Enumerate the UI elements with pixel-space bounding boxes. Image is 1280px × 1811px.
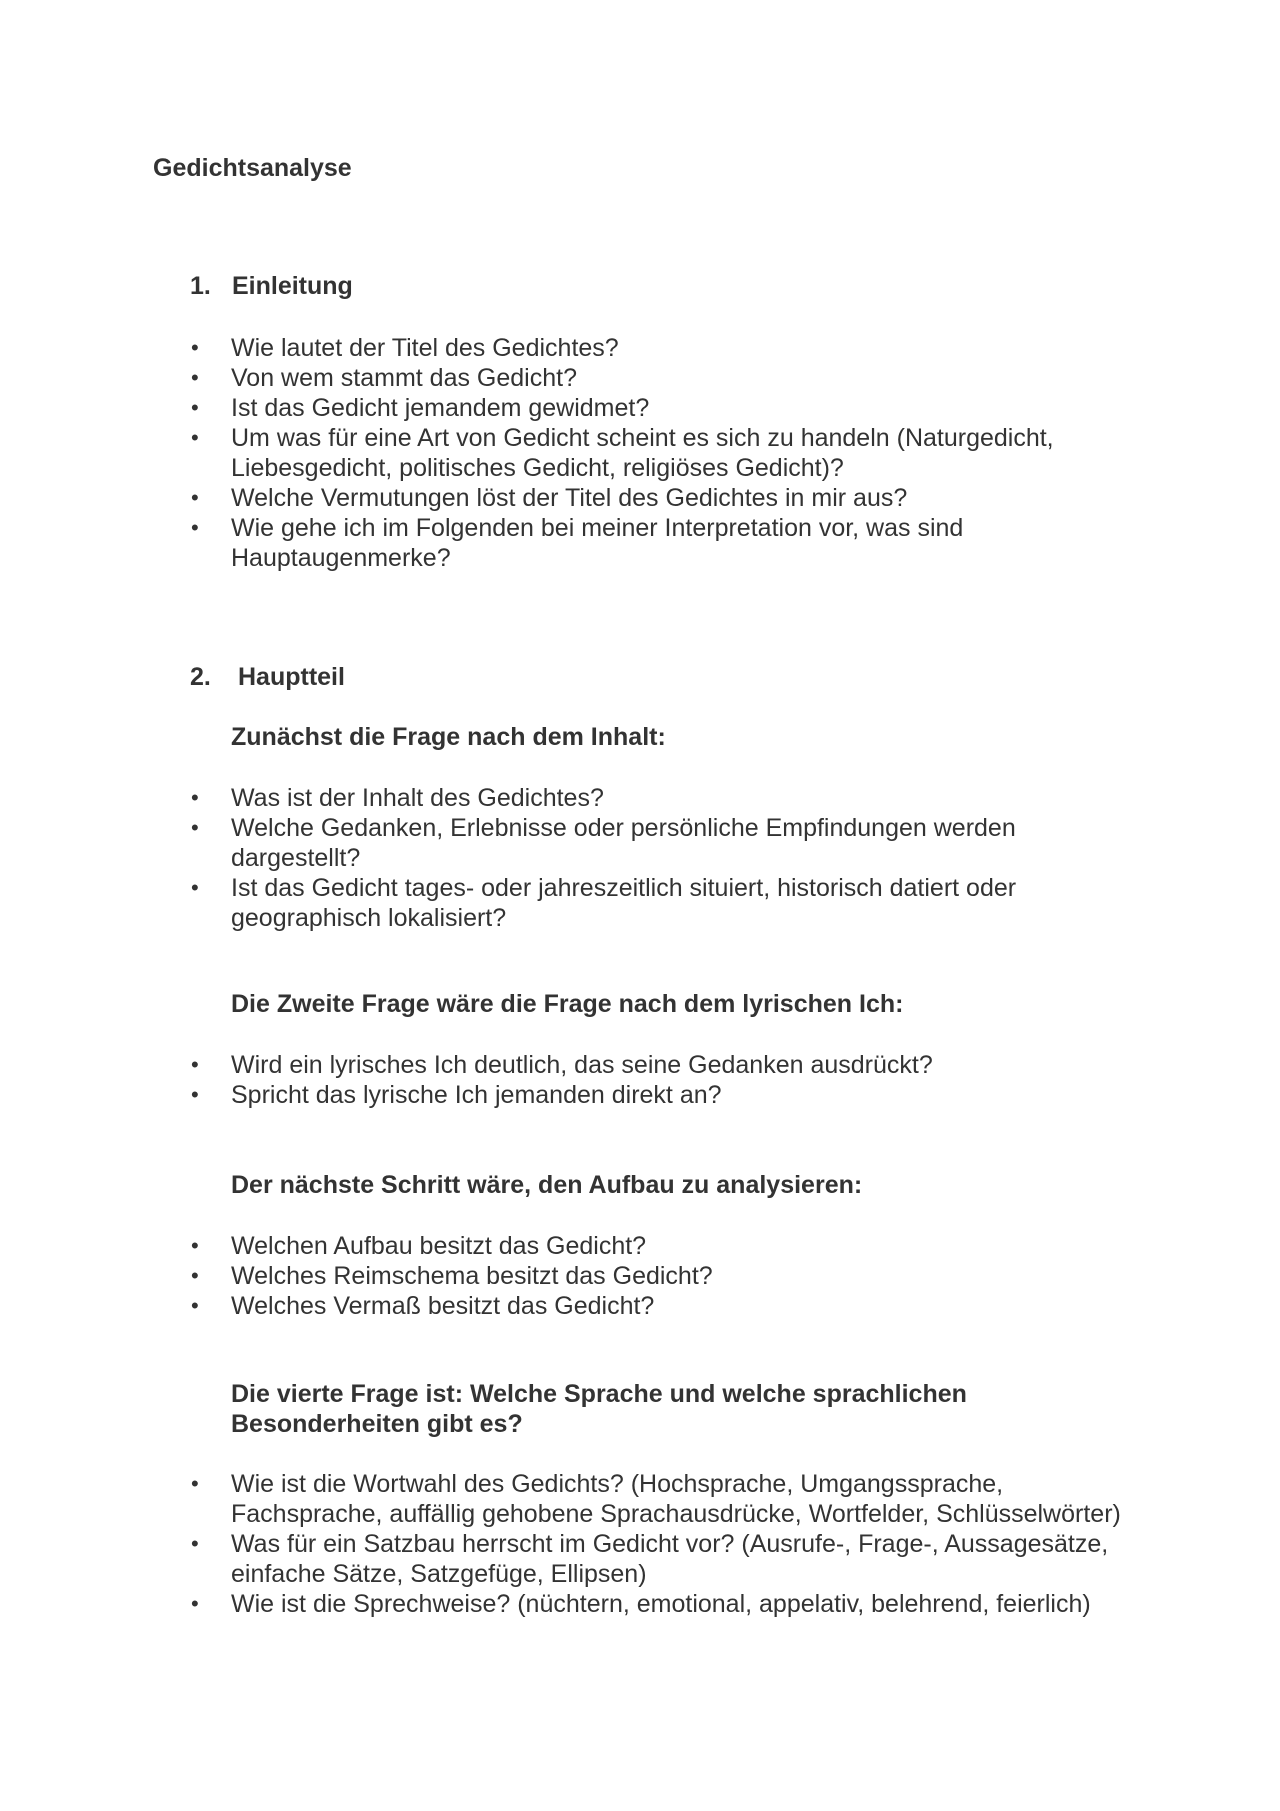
question-text: Welche Vermutungen löst der Titel des Gedichtes in mir aus? [231,484,908,512]
list-item [0,783,1131,813]
section-heading-einleitung [190,271,353,301]
list-item [0,1529,1131,1589]
bullet-icon: • [191,1233,199,1258]
document-title: Gedichtsanalyse [153,154,352,182]
bullet-icon: • [191,335,199,360]
subheading-lyrisches-ich: Die Zweite Frage wäre die Frage nach dem lyrischen Ich: [231,990,904,1018]
list-item [0,873,1131,933]
list-item [0,1050,1131,1080]
list-item [0,1469,1131,1529]
bullet-icon: • [191,875,199,900]
bullet-icon: • [191,815,199,840]
bullet-icon: • [191,1052,199,1077]
list-item [0,423,1131,483]
list-item [0,363,1131,393]
bullet-icon: • [191,1471,199,1496]
section-number: 1. [190,272,211,300]
subheading-aufbau: Der nächste Schritt wäre, den Aufbau zu analysieren: [231,1171,863,1199]
question-text: Von wem stammt das Gedicht? [231,364,577,392]
section-number: 2. [190,663,211,691]
subheading-inhalt: Zunächst die Frage nach dem Inhalt: [231,723,666,751]
aufbau-question-list [0,1231,1280,1321]
list-item [0,1589,1131,1619]
list-item [0,483,1131,513]
question-text: Wie ist die Wortwahl des Gedichts? (Hochsprache, Umgangssprache, Fachsprache, auffällig gehobene Sprachausdrücke, Wortfelder, Schlüsselwörter) [231,1470,1121,1528]
subheading-sprache: Die vierte Frage ist: Welche Sprache und welche sprachlichen Besonderheiten gibt es? [231,1380,967,1438]
question-text: Welches Reimschema besitzt das Gedicht? [231,1262,713,1290]
question-text: Was ist der Inhalt des Gedichtes? [231,784,604,812]
bullet-icon: • [191,395,199,420]
question-text: Welchen Aufbau besitzt das Gedicht? [231,1232,647,1260]
bullet-icon: • [191,1293,199,1318]
bullet-icon: • [191,425,199,450]
list-item [0,513,1131,573]
section-title: Hauptteil [238,663,345,691]
list-item [0,393,1131,423]
lyrisches-ich-question-list [0,1050,1280,1110]
question-text: Spricht das lyrische Ich jemanden direkt an? [231,1081,722,1109]
bullet-icon: • [191,1591,199,1616]
question-text: Ist das Gedicht tages- oder jahreszeitlich situiert, historisch datiert oder geographisch lokalisiert? [231,874,1017,932]
list-item [0,1291,1131,1321]
question-text: Wie lautet der Titel des Gedichtes? [231,334,619,362]
bullet-icon: • [191,1531,199,1556]
list-item [0,1080,1131,1110]
section-title: Einleitung [232,272,353,300]
question-text: Welches Vermaß besitzt das Gedicht? [231,1292,655,1320]
question-text: Um was für eine Art von Gedicht scheint es sich zu handeln (Naturgedicht, Liebesgedicht, politisches Gedicht, religiöses Gedicht)? [231,424,1054,482]
bullet-icon: • [191,365,199,390]
list-item [0,813,1131,873]
bullet-icon: • [191,485,199,510]
list-item [0,1231,1131,1261]
question-text: Wie gehe ich im Folgenden bei meiner Interpretation vor, was sind Hauptaugenmerke? [231,514,964,572]
question-text: Welche Gedanken, Erlebnisse oder persönliche Empfindungen werden dargestellt? [231,814,1016,872]
section-heading-hauptteil [190,662,345,692]
question-text: Wird ein lyrisches Ich deutlich, das seine Gedanken ausdrückt? [231,1051,933,1079]
list-item [0,333,1131,363]
bullet-icon: • [191,785,199,810]
list-item [0,1261,1131,1291]
sprache-question-list [0,1469,1280,1619]
bullet-icon: • [191,1263,199,1288]
inhalt-question-list [0,783,1280,933]
question-text: Was für ein Satzbau herrscht im Gedicht vor? (Ausrufe-, Frage-, Aussagesätze, einfache Sätze, Satzgefüge, Ellipsen) [231,1530,1109,1588]
bullet-icon: • [191,1082,199,1107]
question-text: Ist das Gedicht jemandem gewidmet? [231,394,650,422]
question-text: Wie ist die Sprechweise? (nüchtern, emotional, appelativ, belehrend, feierlich) [231,1590,1091,1618]
bullet-icon: • [191,515,199,540]
einleitung-question-list [0,333,1280,573]
